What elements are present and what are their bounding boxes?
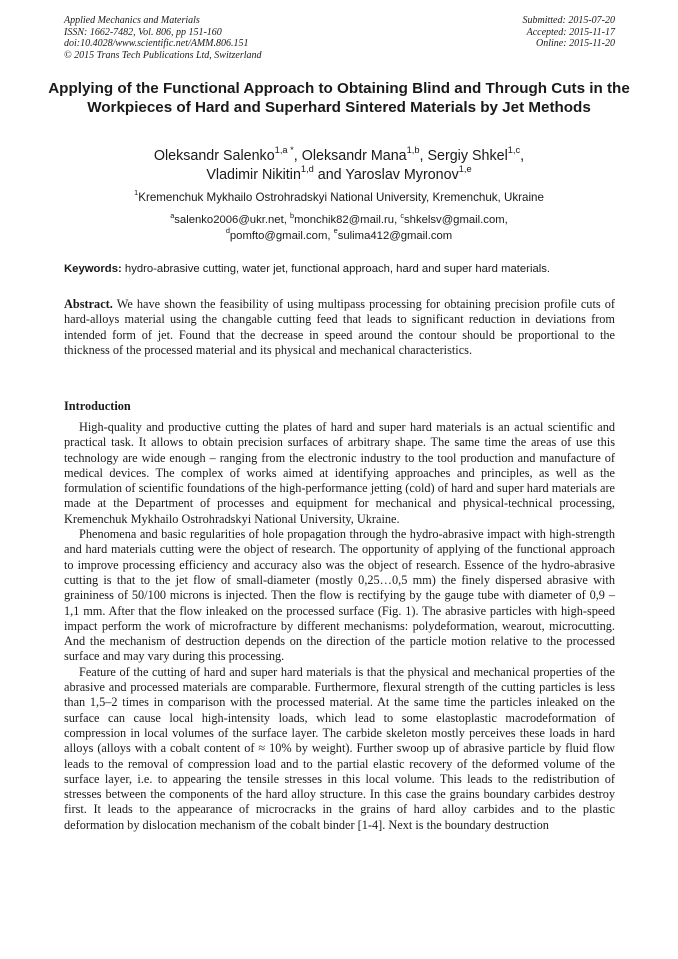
email-address[interactable]: sulima412@gmail.com (337, 229, 453, 242)
affiliation-text: Kremenchuk Mykhailo Ostrohradskyi National University, Kremenchuk, Ukraine (138, 191, 544, 204)
affiliation (40, 188, 638, 205)
abstract (64, 297, 615, 358)
email-sup: a (170, 210, 175, 220)
body-paragraph: High-quality and productive cutting the plates of hard and super hard materials is an actual scientific and practical task. It allows to obtain precision surfaces of arbitrary shape. The same time the areas of use this technology are wide enough – ranging from the electronic industry to the tool production and manufacture of medical devices. The complex of works aimed at identifying approaches and principles, as well as the formulation of scientific foundations of the high-performance jetting (cold) of hard and super hard materials are made at the Department of processes and equipment for mechanical and physical-technical processing, Kremenchuk Mykhailo Ostrohradskyi National University, Ukraine. (64, 420, 615, 526)
keywords (64, 262, 616, 276)
introduction-heading: Introduction (64, 399, 131, 413)
journal-info (64, 15, 262, 61)
author-name: Oleksandr Salenko (153, 148, 275, 164)
authors-line-1: Oleksandr Salenko$^{1,a *}$, Oleksandr Mana$^{1,b}$, Sergiy Shkel$^{1,c}$, (153, 145, 525, 164)
abstract-label: Abstract. (64, 297, 113, 311)
author-sup: 1,c (507, 145, 521, 156)
author-name: Yaroslav Myronov (345, 167, 459, 183)
authors-line-2: Vladimir Nikitin$^{1,d}$ and Yaroslav Myronov$^{1,e}$ (206, 164, 472, 183)
submitted-date: Submitted: 2015-07-20 (522, 15, 615, 26)
email-list (40, 210, 638, 244)
doi-line: doi:10.4028/www.scientific.net/AMM.806.151 (64, 38, 249, 50)
copyright-line: © 2015 Trans Tech Publications Ltd, Switzerland (64, 49, 262, 61)
body-paragraph: Feature of the cutting of hard and super hard materials is that the physical and mechanical properties of the abrasive and processed materials are comparable. Furthermore, flexural strength of the cutting particles is less than 1,5–2 times in comparison with the processed material. At the same time the particles inleaked on the surface can cause local high-intensity loads, which lead to some elastoplastic macrodeformation of compression in local volumes of the surface layer. The carbide skeleton mostly perceives these loads in hard alloys (alloys with a cobalt content of ≈ 10% by weight). Further swoop up of abrasive particle by fluid flow leads to the removal of compression load and to the partial elastic recovery of the deformed volume of the surface layer, i.e. to appearing the tensile stresses in this local volume. This leads to the redistribution of stresses between the components of the hard alloy structure. In this case the grains boundary carbides destroy first. It leads to the appearance of microcracks in the grains of hard alloy carbides and to the plastic deformation by dislocation mechanism of the cobalt binder [1-4]. Next is the boundary destruction (64, 664, 615, 832)
issn-line: ISSN: 1662-7482, Vol. 806, pp 151-160 (64, 26, 222, 38)
publication-dates (523, 15, 616, 50)
keywords-label: Keywords: (64, 263, 122, 275)
email-sup: b (290, 210, 295, 220)
abstract-text: We have shown the feasibility of using multipass processing for obtaining precision profile cuts of hard-alloys material using the changable cutting feed that leads to significant reduction in deviations from intended form of jet. Found that the decrease in speed around the contour should be proportional to the thickness of the processed material and its physical and mechanical characteristics. (64, 297, 615, 357)
introduction-body (64, 420, 615, 833)
paper-title: Applying of the Functional Approach to Obtaining Blind and Through Cuts in the Workpieces of Hard and Superhard Sintered Materials by Jet Methods (48, 80, 630, 116)
affiliation-sup: 1 (134, 188, 139, 198)
author-name: Vladimir Nikitin (206, 167, 301, 183)
email-address[interactable]: pomfto@gmail.com (229, 229, 328, 242)
email-sup: d (225, 226, 230, 235)
online-date: Online: 2015-11-20 (536, 38, 615, 50)
author-name: Oleksandr Mana (301, 148, 407, 164)
emails-line-2: $^d$pomfto@gmail.com, $^e$sulima412@gmail.com (225, 226, 453, 242)
email-address[interactable]: salenko2006@ukr.net (174, 214, 284, 226)
author-sup: 1,b (406, 145, 420, 156)
emails-line-1: $^a$salenko2006@ukr.net, $^b$monchik82@mail.ru, $^c$shkelsv@gmail.com, (170, 210, 508, 226)
email-sup: c (400, 210, 405, 220)
author-name: Sergiy Shkel (427, 148, 508, 164)
journal-name: Applied Mechanics and Materials (64, 15, 200, 26)
email-sup: e (333, 226, 338, 235)
email-address[interactable]: shkelsv@gmail.com (404, 214, 505, 226)
email-address[interactable]: monchik82@mail.ru (294, 214, 395, 226)
accepted-date: Accepted: 2015-11-17 (526, 26, 615, 38)
author-list (40, 147, 638, 185)
keywords-text: hydro-abrasive cutting, water jet, functional approach, hard and super hard materials. (124, 263, 551, 275)
author-sup: 1,a * (274, 145, 294, 156)
author-sup: 1,d (300, 164, 314, 175)
author-sup: 1,e (458, 164, 472, 175)
body-paragraph: Phenomena and basic regularities of hole propagation through the hydro-abrasive impact with high-strength and hard materials cutting were the object of research. The opportunity of applying of the functional approach to improve processing efficiency and accuracy also was the object of research. Essence of the hydro-abrasive cutting is that to the jet flow of small-diameter (mostly 0,25…0,5 mm) the finely dispersed abrasive with graininess of 50/100 microns is injected. Then the flow is rectifying by the gauge tube with diameter of 0,9 – 1,1 mm. After that the flow inleaked on the processed surface (Fig. 1). The abrasive particles with high-speed impact perform the work of microfracture by different mechanisms: polydeformation, wearout, microcutting. And the mechanism of destruction depends on the direction of the particle motion relative to the processed surface and may vary during this processing. (64, 527, 615, 664)
